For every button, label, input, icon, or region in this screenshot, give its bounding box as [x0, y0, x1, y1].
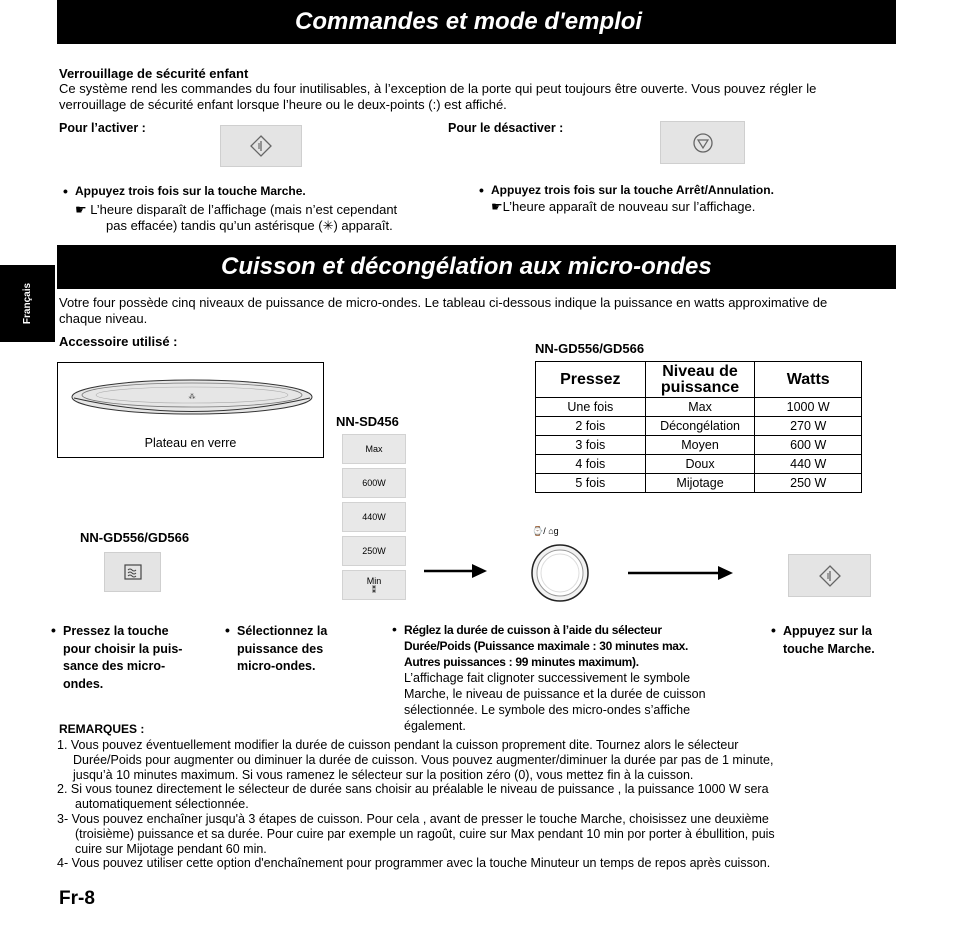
accessory-label: Accessoire utilisé :	[59, 334, 178, 349]
model-label-gd-panel: NN-GD556/GD566	[80, 530, 190, 545]
power-button-600w[interactable]	[342, 468, 406, 498]
model-label-gd-table: NN-GD556/GD566	[535, 341, 645, 356]
arrow-right-icon	[424, 563, 488, 579]
deactivate-note: ☛L’heure apparaît de nouveau sur l’affichage.	[491, 199, 756, 214]
activate-note	[75, 202, 397, 234]
note-line: ☛ L’heure disparaît de l’affichage (mais n’est cependant	[75, 202, 398, 217]
power-button-label: 440W	[362, 512, 386, 522]
table-cell: Moyen	[645, 436, 755, 455]
column-header: Watts	[755, 362, 862, 398]
step-line: • Sélectionnez la	[237, 624, 328, 638]
table-cell: 250 W	[755, 474, 862, 493]
step-line: • Réglez la durée de cuisson à l’aide du sélecteur	[404, 623, 662, 637]
table-cell: 270 W	[755, 417, 862, 436]
step-4	[783, 623, 875, 658]
intro-line: Ce système rend les commandes du four inutilisables, à l’exception de la porte qui peut toujours être ouverte. Vous pouvez régler le	[59, 81, 817, 96]
start-key[interactable]	[220, 125, 302, 167]
note-line: pas effacée) tandis qu’un astérisque (✳) apparaît.	[106, 218, 393, 233]
plate-caption: Plateau en verre	[144, 436, 237, 450]
step-1	[63, 623, 182, 693]
remarks-title: REMARQUES :	[59, 722, 145, 736]
glass-plate-illustration	[70, 377, 314, 421]
remark-line: jusqu’à 10 minutes maximum. Si vous ramenez le sélecteur sur la position zéro (0), vous mettez fin à la cuisson.	[73, 767, 694, 782]
remarks-list	[57, 738, 897, 871]
table-row	[536, 455, 862, 474]
table-row	[536, 474, 862, 493]
model-label-sd456: NN-SD456	[336, 414, 399, 429]
intro-line: verrouillage de sécurité enfant lorsque l’heure ou le deux-points (:) est affiché.	[59, 97, 507, 112]
stop-icon	[692, 132, 714, 154]
table-cell: 600 W	[755, 436, 862, 455]
start-icon	[818, 564, 842, 588]
table-header-row	[536, 362, 862, 398]
column-header: Niveau de puissance	[645, 362, 755, 398]
start-icon	[249, 134, 273, 158]
table-cell: Décongélation	[645, 417, 755, 436]
table-row	[536, 436, 862, 455]
table-cell: Une fois	[536, 398, 646, 417]
table-cell: 440 W	[755, 455, 862, 474]
step-line: également.	[404, 719, 466, 733]
child-lock-heading: Verrouillage de sécurité enfant	[59, 66, 249, 81]
child-lock-intro	[59, 81, 899, 113]
section-banner-microwave	[57, 245, 896, 289]
intro-line: Votre four possède cinq niveaux de puissance de micro-ondes. Le tableau ci-dessous indique la puissance en watts approximative de	[59, 295, 828, 310]
step-line: micro-ondes.	[237, 659, 316, 673]
step-line: sance des micro-	[63, 659, 166, 673]
language-tab	[0, 265, 55, 342]
column-header: Pressez	[536, 362, 646, 398]
microwave-icon	[124, 564, 142, 580]
language-tab-label: Français	[21, 282, 33, 325]
intro-line: chaque niveau.	[59, 311, 148, 326]
remark-line: 3- Vous pouvez enchaîner jusqu'à 3 étapes de cuisson. Pour cela , avant de presser le touche Marche, choisissez une deuxième	[57, 811, 769, 826]
step-line: Durée/Poids (Puissance maximale : 30 minutes max.	[404, 639, 689, 653]
remark-line: cuire sur Mijotage pendant 60 min.	[75, 841, 267, 856]
remark-line: (troisième) puissance et sa durée. Pour cuire par exemple un ragoût, cuire sur Max pendant 10 min por porter à ébullition, puis	[75, 826, 775, 841]
step-line: L’affichage fait clignoter successivement le symbole	[404, 671, 691, 685]
step-line: touche Marche.	[783, 641, 875, 656]
table-cell: Mijotage	[645, 474, 755, 493]
table-row	[536, 398, 862, 417]
svg-text:⁂: ⁂	[188, 393, 196, 401]
remark-line: 1. Vous pouvez éventuellement modifier la durée de cuisson pendant la cuisson proprement dite. Tournez alors le sélecteur	[57, 738, 739, 752]
table-cell: 3 fois	[536, 436, 646, 455]
table-row	[536, 417, 862, 436]
step-line: puissance des	[237, 641, 324, 656]
microwave-power-key[interactable]	[104, 552, 161, 592]
step-2	[237, 623, 327, 676]
microwave-intro	[59, 295, 899, 327]
start-key[interactable]	[788, 554, 871, 597]
table-cell: 1000 W	[755, 398, 862, 417]
section-banner-controls	[57, 0, 896, 44]
deactivate-step: • Appuyez trois fois sur la touche Arrêt/Annulation.	[491, 183, 774, 197]
step-3	[404, 622, 706, 734]
remark-line: Durée/Poids pour augmenter ou diminuer la durée de cuisson. Vous pouvez augmenter/diminuer la durée par pas de 1 minute,	[73, 752, 774, 767]
table-cell: Doux	[645, 455, 755, 474]
defrost-icon: ⁑	[371, 584, 377, 595]
section-title: Commandes et mode d'emploi	[295, 8, 643, 35]
table-cell: 5 fois	[536, 474, 646, 493]
time-weight-dial[interactable]	[530, 543, 590, 603]
remark-line: 2. Si vous tounez directement le sélecteur de durée sans choisir au préalable le niveau de puissance , la puissance 1000 W sera	[57, 782, 769, 797]
table-cell: Max	[645, 398, 755, 417]
step-line: • Pressez la touche	[63, 624, 169, 638]
glass-plate-box	[57, 362, 324, 458]
activate-label: Pour l’activer :	[59, 121, 146, 135]
section-title: Cuisson et décongélation aux micro-ondes	[221, 253, 712, 280]
step-line: pour choisir la puis-	[63, 641, 183, 656]
step-line: • Appuyez sur la	[783, 624, 872, 638]
activate-step: • Appuyez trois fois sur la touche Marche.	[75, 184, 306, 198]
power-table	[535, 361, 862, 493]
power-button-label: Min	[366, 575, 382, 586]
table-cell: 4 fois	[536, 455, 646, 474]
power-button-label: 250W	[362, 546, 386, 556]
table-cell: 2 fois	[536, 417, 646, 436]
stop-cancel-key[interactable]	[660, 121, 745, 164]
step-line: Marche, le niveau de puissance et la durée de cuisson	[404, 687, 706, 701]
page-number: Fr-8	[59, 888, 95, 909]
remark-line: automatiquement sélectionnée.	[75, 797, 249, 812]
step-line: sélectionnée. Le symbole des micro-ondes s’affiche	[404, 703, 691, 717]
power-button-label: 600W	[362, 478, 386, 488]
power-button-max[interactable]	[342, 434, 406, 464]
deactivate-label: Pour le désactiver :	[448, 121, 564, 135]
step-line: ondes.	[63, 676, 104, 691]
power-button-min[interactable]	[342, 570, 406, 600]
remark-line: 4- Vous pouvez utiliser cette option d'enchaînement pour programmer avec la touche Minuteur un temps de repos après cuisson.	[57, 856, 771, 871]
arrow-right-icon	[628, 565, 734, 581]
dial-symbol-label: ⌚/ ⌂g	[532, 526, 559, 536]
power-button-440w[interactable]	[342, 502, 406, 532]
power-button-250w[interactable]	[342, 536, 406, 566]
power-button-label: Max	[365, 444, 383, 454]
step-line: Autres puissances : 99 minutes maximum).	[404, 655, 639, 669]
